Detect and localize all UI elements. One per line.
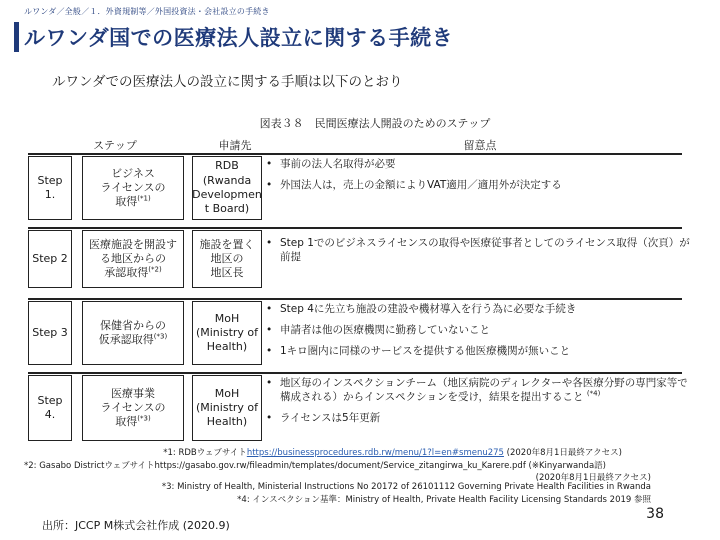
step-name-line: 保健省からの [100,318,166,332]
step-divider [28,372,682,374]
step-name-line: ライセンスの [100,180,166,194]
step-row-2 [28,227,690,293]
step-row-4 [28,372,688,444]
note-text: 外国法人は，売上の金額によりVAT適用／適用外が決定する [280,179,562,192]
applicant-line: (Rwanda [202,173,252,187]
applicant-line: 施設を置く [199,237,255,251]
step-name-text: 取得 [115,415,138,429]
step-divider [28,153,682,155]
footnote-mark: (*1) [137,194,151,203]
applicant-line: Health) [206,340,248,354]
note-item: • Step 1でのビジネスライセンスの取得や医療従事者としてのライセンス取得（次頁）が前提 [266,237,690,264]
step-notes [266,302,690,366]
step-name [82,375,184,441]
step-name-line [104,266,161,280]
page-number: 38 [646,506,664,522]
step-divider [28,298,682,300]
step-label [28,230,72,288]
footnote-3: *3: Ministry of Health, Ministerial Instructions No 20172 of 26101112 Governing Private Health Facilities in Rwanda [161,482,651,492]
note-text-body: 地区毎のインスペクションチーム（地区病院のディレクターや各医療分野の専門家等で構成される）からインスペクションを受け，結果を提出すること [280,377,688,404]
step-notes [266,236,690,271]
footnote-mark: (*3) [153,332,168,341]
footnote-4: *4: インスペクション基準：Ministry of Health, Private Health Facility Licensing Standards 2019 参照 [237,495,651,505]
note-text: ライセンスは5年更新 [280,412,381,425]
applicant-box [192,230,262,288]
page-title: ルワンダ国での医療法人設立に関する手続き [24,26,454,50]
column-header-step: ステップ [93,139,137,152]
step-row-1 [28,153,682,223]
footnote-text: (2020年8月1日最終アクセス) [503,448,622,458]
footnote-1 [163,446,622,458]
breadcrumb: ルワンダ／全般／１．外資規制等／外国投資法・会社設立の手続き [24,7,270,16]
note-text: Step 4に先立ち施設の建設や機材導入を行う為に必要な手続き [280,303,577,315]
step-name-line [99,333,167,347]
step-label-line2: 1. [44,188,56,201]
applicant-line: Developmen [192,188,262,201]
step-name-line: 医療施設を開設す [89,237,177,251]
step-label-line1: Step [37,393,63,407]
step-name-text: 仮承認取得 [98,333,154,346]
applicant-box [192,301,262,365]
applicant-line: MoH [214,386,240,400]
footnote-link[interactable]: https://businessprocedures.rdb.rw/menu/1?l=en#smenu275 [246,448,504,458]
step-label [28,301,72,365]
note-text [280,376,690,404]
step-label [28,156,72,220]
figure-caption: 図表３８ 民間医療法人開設のためのステップ [259,117,491,130]
step-label [28,375,72,441]
note-text: 事前の法人名取得が必要 [280,158,396,170]
step-label-line1: Step [37,173,63,187]
step-label-line1: Step 2 [32,251,68,265]
footnote-mark: (*4) [586,389,601,398]
applicant-line: RDB [215,159,239,173]
step-name-line: ライセンスの [100,400,166,414]
step-label-line1: Step 3 [32,325,68,339]
note-item: • 外国法人は，売上の金額によりVAT適用／適用外が決定する [266,178,690,192]
step-notes [266,376,690,433]
column-header-notes: 留意点 [463,139,497,152]
footnote-2-date: (2020年8月1日最終アクセス) [535,473,651,483]
note-item: • 事前の法人名取得が必要 [266,157,690,171]
note-item: • 地区毎のインスペクションチーム（地区病院のディレクターや各医療分野の専門家等で構成される）からインスペクションを受け，結果を提出すること $^{(*4)}$ [266,376,690,404]
note-text: Step 1でのビジネスライセンスの取得や医療従事者としてのライセンス取得（次頁）が前提 [280,237,690,264]
note-item: • 申請者は他の医療機関に勤務していないこと [266,323,690,337]
applicant-line: Health) [206,415,248,429]
step-divider [28,227,682,229]
step-name-text: 承認取得 [104,266,149,280]
note-item: • ライセンスは5年更新 [266,411,690,425]
step-notes [266,157,690,199]
applicant-line: (Ministry of [195,325,259,339]
applicant-line: t Board) [204,202,250,216]
applicant-line: MoH [214,311,240,325]
intro-text: ルワンダでの医療法人の設立に関する手順は以下のとおり [52,74,403,90]
applicant-line: (Ministry of [195,400,259,414]
step-name-line: る地区からの [100,251,166,265]
step-name-line [115,195,150,209]
applicant-box [192,156,262,220]
applicant-line: 地区長 [210,266,244,280]
step-name [82,156,184,220]
step-name-text: 取得 [115,195,138,209]
note-text: 1キロ圏内に同様のサービスを提供する他医療機関が無いこと [280,345,571,358]
footnote-mark: (*2) [148,265,162,274]
applicant-box [192,375,262,441]
note-item: • Step 4に先立ち施設の建設や機材導入を行う為に必要な手続き [266,302,690,316]
note-text: 申請者は他の医療機関に勤務していないこと [280,324,490,337]
title-accent-bar [14,22,19,52]
column-header-applicant: 申請先 [218,139,252,152]
step-row-3 [28,298,682,368]
step-name [82,230,184,288]
step-label-line2: 4. [44,408,56,421]
applicant-line: 地区の [210,251,244,265]
footnote-2: *2: Gasabo Districtウェブサイトhttps://gasabo.gov.rw/fileadmin/templates/document/Service_zitangirwa_ku_Karere.pdf (※Kinyarwanda語) [24,461,606,471]
note-item: • 1キロ圏内に同様のサービスを提供する他医療機関が無いこと [266,344,690,358]
step-name [82,301,184,365]
step-name-line: 医療事業 [111,386,155,400]
footnote-text: *1: RDBウェブサイト [163,448,247,458]
step-name-line: ビジネス [111,166,155,180]
source-note: 出所：JCCP M株式会社作成 (2020.9) [42,519,230,532]
footnote-mark: (*3) [137,414,151,423]
step-name-line [115,415,150,429]
